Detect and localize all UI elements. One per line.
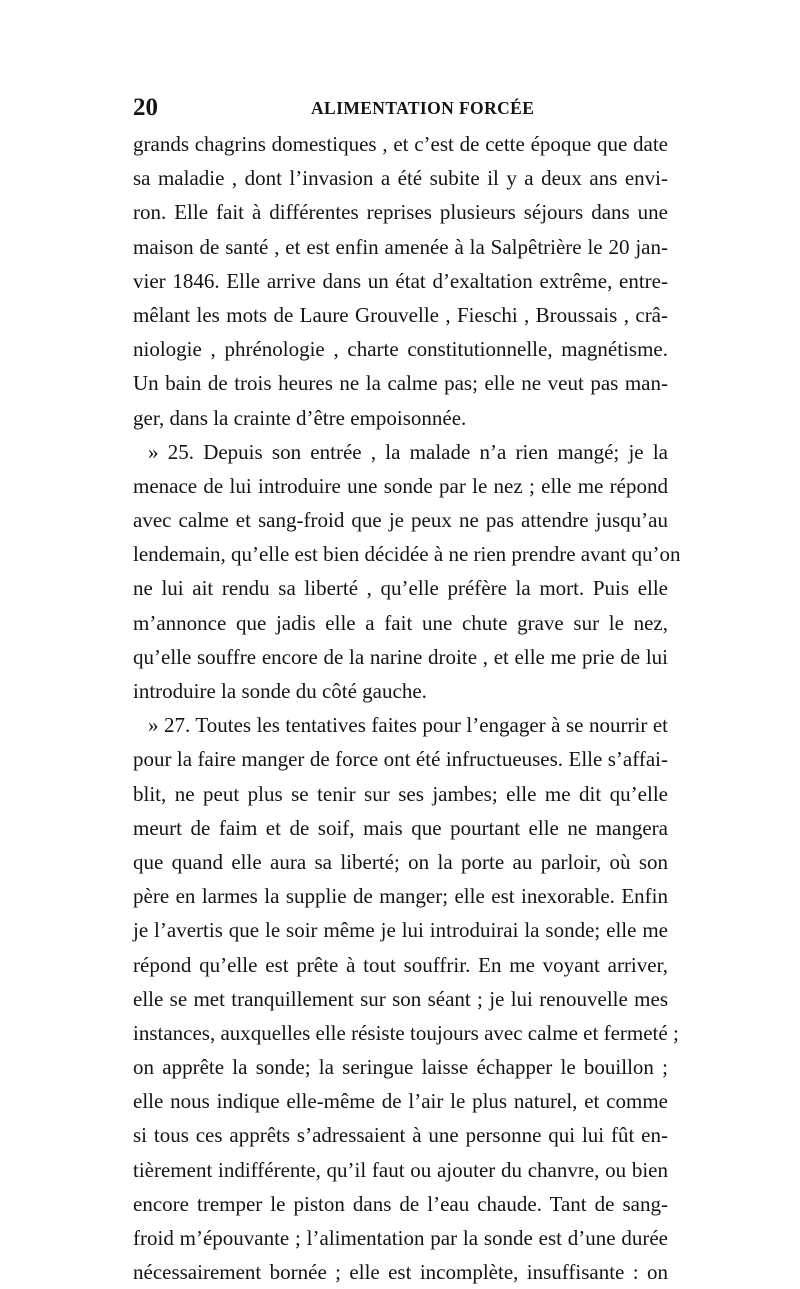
text-line: répond qu’elle est prête à tout souffrir. En me voyant arriver,	[133, 952, 668, 977]
text-line: si tous ces apprêts s’adressaient à une personne qui lui fût en-	[133, 1123, 668, 1148]
text-line: froid m’épouvante ; l’alimentation par la sonde est d’une durée	[133, 1226, 668, 1250]
running-title: ALIMENTATION FORCÉE	[311, 98, 535, 118]
text-line: encore tremper le piston dans de l’eau chaude. Tant de sang-	[133, 1191, 668, 1216]
text-line: » 25. Depuis son entrée , la malade n’a rien mangé; je la	[148, 439, 668, 464]
running-head	[133, 90, 668, 126]
text-line: elle se met tranquillement sur son séant ; je lui renouvelle mes	[133, 986, 668, 1011]
text-line: mêlant les mots de Laure Grouvelle , Fieschi , Broussais , crâ-	[133, 302, 668, 327]
text-line: lendemain, qu’elle est bien décidée à ne rien prendre avant qu’on	[133, 542, 681, 567]
text-line: je l’avertis que le soir même je lui introduirai la sonde; elle me	[133, 918, 668, 943]
text-line: nécessairement bornée ; elle est incomplète, insuffisante : on	[133, 1260, 668, 1285]
text-line: niologie , phrénologie , charte constitutionnelle, magnétisme.	[133, 337, 668, 362]
text-line: menace de lui introduire une sonde par le nez ; elle me répond	[133, 473, 668, 498]
text-line: ron. Elle fait à différentes reprises plusieurs séjours dans une	[133, 200, 668, 225]
text-line: grands chagrins domestiques , et c’est de cette époque que date	[133, 132, 668, 156]
text-line: on apprête la sonde; la seringue laisse échapper le bouillon ;	[133, 1055, 668, 1080]
text-line: instances, auxquelles elle résiste toujours avec calme et fermeté ;	[133, 1020, 679, 1045]
text-line: que quand elle aura sa liberté; on la porte au parloir, où son	[133, 849, 668, 874]
text-line: tièrement indifférente, qu’il faut ou ajouter du chanvre, ou bien	[133, 1157, 668, 1182]
text-line: ger, dans la crainte d’être empoisonnée.	[133, 405, 467, 430]
text-line: maison de santé , et est enfin amenée à la Salpêtrière le 20 jan-	[133, 234, 668, 259]
text-line: ne lui ait rendu sa liberté , qu’elle préfère la mort. Puis elle	[133, 576, 668, 601]
text-line: blit, ne peut plus se tenir sur ses jambes; elle me dit qu’elle	[133, 781, 668, 806]
text-line: Un bain de trois heures ne la calme pas; elle ne veut pas man-	[133, 371, 668, 396]
text-line: qu’elle souffre encore de la narine droite , et elle me prie de lui	[133, 644, 668, 669]
text-line: père en larmes la supplie de manger; elle est inexorable. Enfin	[133, 884, 668, 909]
text-line: meurt de faim et de soif, mais que pourtant elle ne mangera	[133, 815, 668, 840]
text-line: elle nous indique elle-même de l’air le plus naturel, et comme	[133, 1089, 668, 1114]
text-line: pour la faire manger de force ont été infructueuses. Elle s’affai-	[133, 747, 668, 772]
text-line: vier 1846. Elle arrive dans un état d’exaltation extrême, entre-	[133, 268, 668, 293]
text-line: avec calme et sang-froid que je peux ne pas attendre jusqu’au	[133, 508, 668, 533]
text-line: sa maladie , dont l’invasion a été subite il y a deux ans envi-	[133, 166, 668, 191]
page-number: 20	[133, 94, 158, 121]
body-text	[133, 127, 681, 1289]
text-line: m’annonce que jadis elle a fait une chute grave sur le nez,	[133, 610, 668, 635]
text-line: introduire la sonde du côté gauche.	[133, 679, 427, 703]
text-line: » 27. Toutes les tentatives faites pour l’engager à se nourrir et	[148, 713, 668, 738]
